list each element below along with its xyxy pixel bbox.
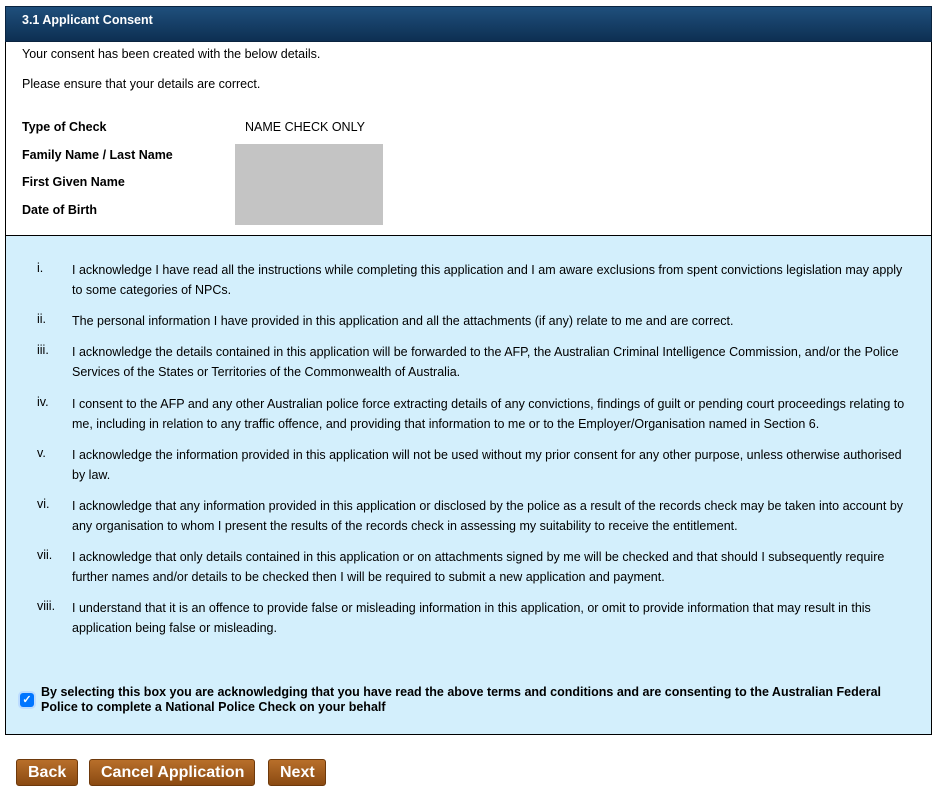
consent-details-section xyxy=(5,42,932,235)
term-number: v. xyxy=(37,446,46,460)
term-number: viii. xyxy=(37,599,56,613)
term-number: ii. xyxy=(37,312,47,326)
checkmark-icon: ✓ xyxy=(22,694,32,706)
term-text: I acknowledge I have read all the instructions while completing this application and I am aware exclusions from spent convictions legislation may apply to some categories of NPCs. xyxy=(72,263,903,297)
consent-checkbox[interactable] xyxy=(20,693,34,707)
next-button[interactable]: Next xyxy=(268,759,326,786)
intro-text-created: Your consent has been created with the below details. xyxy=(22,47,321,61)
term-text: I acknowledge that only details contained in this application or on attachments signed by me will be checked and that should I subsequently require further names and/or details to be checked then I will be required to submit a new application and payment. xyxy=(72,550,885,584)
family-name-label: Family Name / Last Name xyxy=(22,148,173,162)
term-number: iii. xyxy=(37,343,49,357)
term-text: The personal information I have provided in this application and all the attachments (if any) relate to me and are correct. xyxy=(72,314,734,328)
type-of-check-value: NAME CHECK ONLY xyxy=(245,120,365,134)
panel-header xyxy=(5,6,932,42)
cancel-application-button[interactable]: Cancel Application xyxy=(89,759,255,786)
intro-text-ensure: Please ensure that your details are correct. xyxy=(22,77,261,91)
term-text: I understand that it is an offence to provide false or misleading information in this application, or omit to provide information that may result in this application being false or misleading. xyxy=(72,601,871,635)
date-of-birth-label: Date of Birth xyxy=(22,203,97,217)
term-text: I acknowledge the information provided in this application will not be used without my prior consent for any other purpose, unless otherwise authorised by law. xyxy=(72,448,902,482)
term-number: i. xyxy=(37,261,44,275)
term-number: vii. xyxy=(37,548,53,562)
type-of-check-label: Type of Check xyxy=(22,120,107,134)
applicant-consent-panel xyxy=(5,6,932,735)
term-number: vi. xyxy=(37,497,50,511)
consent-checkbox-label[interactable]: By selecting this box you are acknowledging that you have read the above terms and conditions and are consenting to the Australian Federal Police to complete a National Police Check on your behalf xyxy=(41,685,881,714)
redacted-personal-details xyxy=(235,144,383,225)
term-number: iv. xyxy=(37,395,49,409)
terms-section xyxy=(5,235,932,735)
term-text: I acknowledge the details contained in this application will be forwarded to the AFP, the Australian Criminal Intelligence Commission, and/or the Police Services of the States or Territories of the Commonwealth of Australia. xyxy=(72,345,899,379)
term-text: I consent to the AFP and any other Australian police force extracting details of any convictions, findings of guilt or pending court proceedings relating to me, including in relation to any traffic offence, and providing that information to me or to the Employer/Organisation named in Section 6. xyxy=(72,397,905,431)
back-button[interactable]: Back xyxy=(16,759,78,786)
first-given-name-label: First Given Name xyxy=(22,175,125,189)
panel-title: 3.1 Applicant Consent xyxy=(22,13,153,27)
term-text: I acknowledge that any information provided in this application or disclosed by the police as a result of the records check may be taken into account by any organisation to whom I present the results of the records check in assessing my suitability to receive the entitlement. xyxy=(72,499,904,533)
